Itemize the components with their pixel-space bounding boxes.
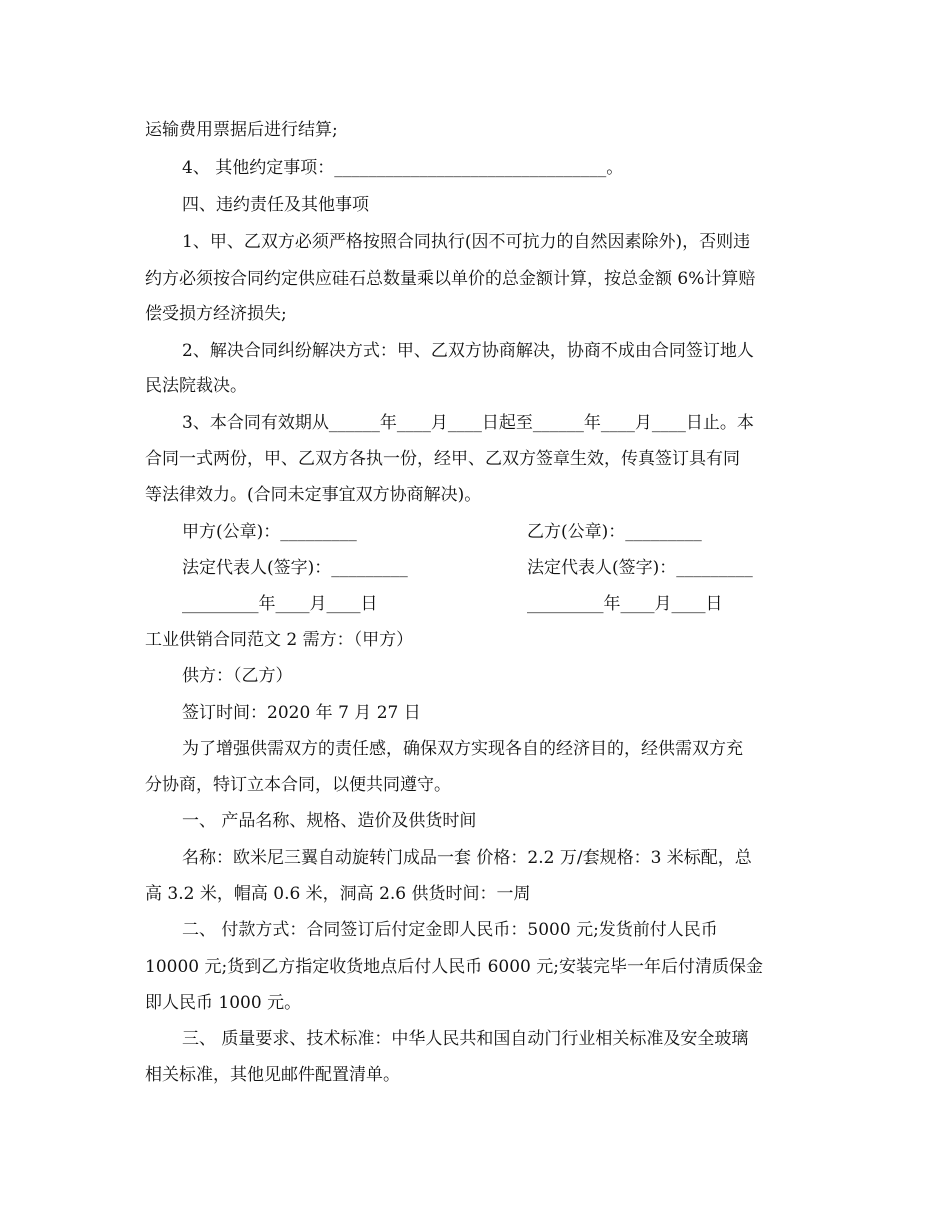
party-b-date: _________年____月____日 bbox=[527, 594, 723, 614]
party-a-representative: 法定代表人(签字)：_________ bbox=[182, 558, 408, 578]
quality-line-1: 三、 质量要求、技术标准：中华人民共和国自动门行业相关标准及安全玻璃 bbox=[182, 1029, 749, 1049]
payment-line-2: 10000 元;货到乙方指定收货地点后付人民币 6000 元;安装完毕一年后付清质保金 bbox=[145, 957, 764, 977]
quality-line-2: 相关标准，其他见邮件配置清单。 bbox=[145, 1065, 400, 1085]
text-line: 运输费用票据后进行结算; bbox=[145, 120, 338, 140]
clause-2-line-2: 民法院裁决。 bbox=[145, 376, 247, 396]
section-heading-product: 一、 产品名称、规格、造价及供货时间 bbox=[182, 811, 477, 831]
contract-2-title: 工业供销合同范文 2 需方：（甲方） bbox=[145, 630, 414, 650]
payment-line-1: 二、 付款方式：合同签订后付定金即人民币：5000 元;发货前付人民币 bbox=[182, 920, 718, 940]
clause-3-line-3: 等法律效力。(合同未定事宜双方协商解决)。 bbox=[145, 485, 482, 505]
product-line-2: 高 3.2 米，帽高 0.6 米，洞高 2.6 供货时间：一周 bbox=[145, 884, 531, 904]
clause-1-line-1: 1、甲、乙双方必须严格按照合同执行(因不可抗力的自然因素除外)，否则违 bbox=[182, 232, 751, 252]
supplier-line: 供方：（乙方） bbox=[182, 666, 293, 686]
clause-other-items: 4、 其他约定事项：________________________________。 bbox=[182, 158, 624, 178]
signing-date: 签订时间：2020 年 7 月 27 日 bbox=[182, 703, 421, 723]
clause-3-line-2: 合同一式两份，甲、乙双方各执一份，经甲、乙双方签章生效，传真签订具有同 bbox=[145, 449, 740, 469]
clause-1-line-3: 偿受损方经济损失; bbox=[145, 304, 287, 324]
section-heading-liability: 四、违约责任及其他事项 bbox=[182, 195, 369, 215]
preamble-line-2: 分协商，特订立本合同，以便共同遵守。 bbox=[145, 775, 451, 795]
payment-line-3: 即人民币 1000 元。 bbox=[145, 993, 302, 1013]
preamble-line-1: 为了增强供需双方的责任感，确保双方实现各自的经济目的，经供需双方充 bbox=[182, 739, 743, 759]
party-a-date: _________年____月____日 bbox=[182, 594, 378, 614]
party-a-seal: 甲方(公章)：_________ bbox=[182, 522, 357, 542]
clause-3-line-1: 3、本合同有效期从______年____月____日起至______年____月____日止。本 bbox=[182, 413, 754, 433]
product-line-1: 名称：欧米尼三翼自动旋转门成品一套 价格：2.2 万/套规格：3 米标配，总 bbox=[182, 848, 752, 868]
party-b-seal: 乙方(公章)：_________ bbox=[527, 522, 702, 542]
clause-1-line-2: 约方必须按合同约定供应硅石总数量乘以单价的总金额计算，按总金额 6%计算赔 bbox=[145, 269, 756, 289]
clause-2-line-1: 2、解决合同纠纷解决方式：甲、乙双方协商解决，协商不成由合同签订地人 bbox=[182, 341, 754, 361]
party-b-representative: 法定代表人(签字)：_________ bbox=[527, 558, 753, 578]
